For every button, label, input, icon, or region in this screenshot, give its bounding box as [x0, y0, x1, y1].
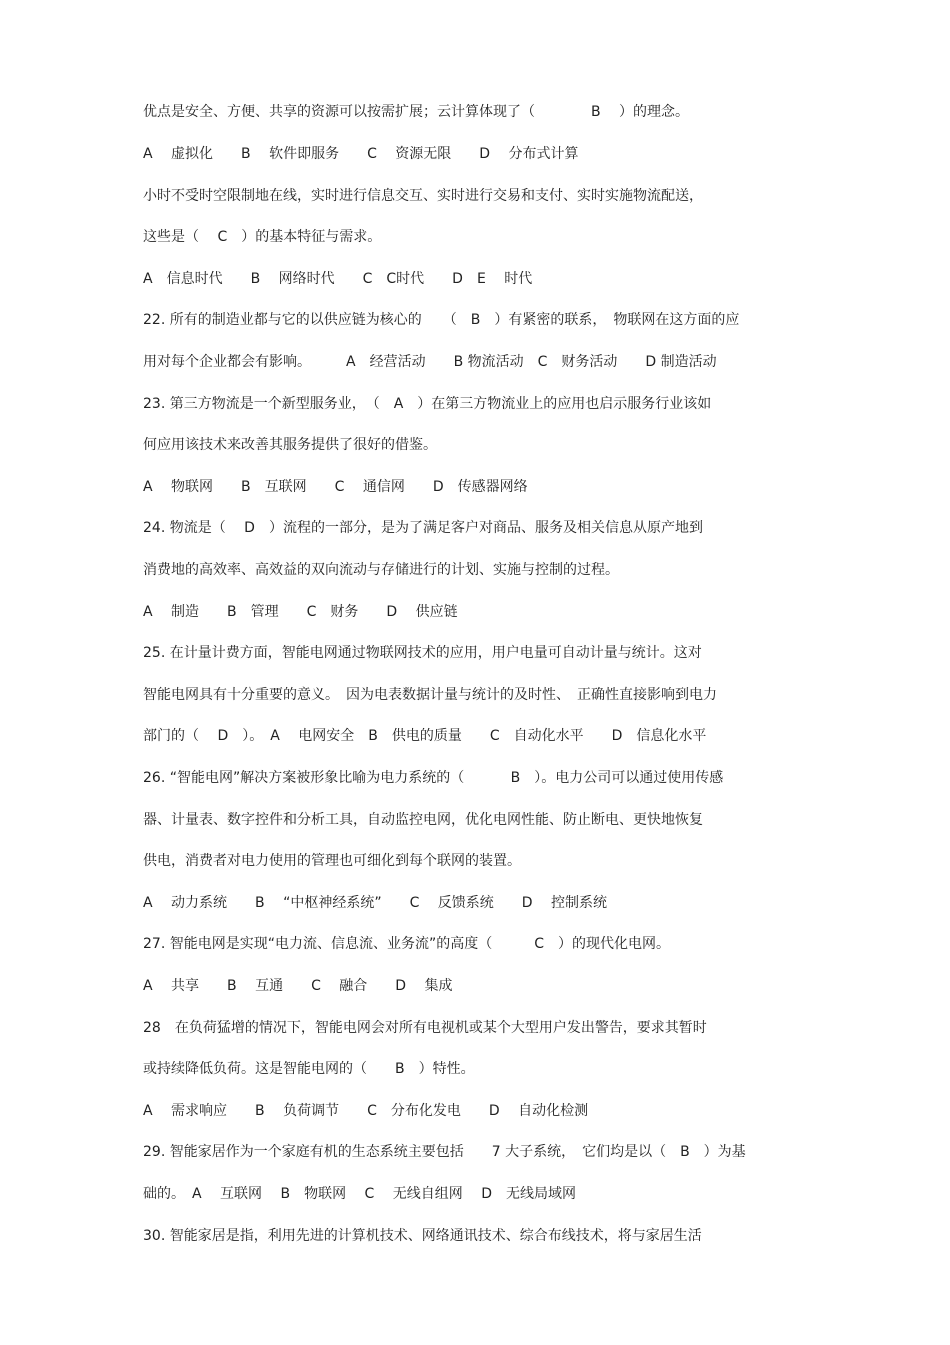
- text-line: 优点是安全、方便、共享的资源可以按需扩展；云计算体现了（ B ）的理念。: [143, 104, 690, 120]
- text-line: 或持续降低负荷。这是智能电网的（ B ）特性。: [143, 1061, 475, 1077]
- text-line: 30. 智能家居是指，利用先进的计算机技术、网络通讯技术、综合布线技术，将与家居生活: [143, 1228, 702, 1244]
- text-line: A 虚拟化 B 软件即服务 C 资源无限 D 分布式计算: [143, 146, 579, 162]
- text-line: A 制造 B 管理 C 财务 D 供应链: [143, 604, 458, 620]
- text-line: A 物联网 B 互联网 C 通信网 D 传感器网络: [143, 479, 528, 495]
- text-line: 28 在负荷猛增的情况下，智能电网会对所有电视机或某个大型用户发出警告，要求其暂时: [143, 1020, 707, 1036]
- text-line: 29. 智能家居作为一个家庭有机的生态系统主要包括 7 大子系统， 它们均是以（ B ）为基: [143, 1144, 746, 1160]
- text-line: 何应用该技术来改善其服务提供了很好的借鉴。: [143, 437, 437, 453]
- text-line: 器、计量表、数字控件和分析工具，自动监控电网，优化电网性能、防止断电、更快地恢复: [143, 812, 703, 828]
- text-line: 24. 物流是（ D ）流程的一部分，是为了满足客户对商品、服务及相关信息从原产地到: [143, 520, 703, 536]
- text-line: 消费地的高效率、高效益的双向流动与存储进行的计划、实施与控制的过程。: [143, 562, 619, 578]
- text-line: A 需求响应 B 负荷调节 C 分布化发电 D 自动化检测: [143, 1103, 589, 1119]
- text-line: 用对每个企业都会有影响。 A 经营活动 B 物流活动 C 财务活动 D 制造活动: [143, 354, 717, 370]
- text-line: 础的。 A 互联网 B 物联网 C 无线自组网 D 无线局域网: [143, 1186, 576, 1202]
- text-line: A 动力系统 B “中枢神经系统” C 反馈系统 D 控制系统: [143, 895, 608, 911]
- text-line: 27. 智能电网是实现“电力流、信息流、业务流”的高度（ C ）的现代化电网。: [143, 936, 670, 952]
- text-line: 这些是（ C ）的基本特征与需求。: [143, 229, 382, 245]
- text-line: 26. “智能电网”解决方案被形象比喻为电力系统的（ B ）。电力公司可以通过使用传感: [143, 770, 724, 786]
- text-line: 小时不受时空限制地在线，实时进行信息交互、实时进行交易和支付、实时实施物流配送，: [143, 188, 703, 204]
- text-line: 23. 第三方物流是一个新型服务业， （ A ）在第三方物流业上的应用也启示服务行业该如: [143, 396, 712, 412]
- text-line: 25. 在计量计费方面，智能电网通过物联网技术的应用，用户电量可自动计量与统计。这对: [143, 645, 702, 661]
- text-line: A 共享 B 互通 C 融合 D 集成: [143, 978, 453, 994]
- text-line: 供电，消费者对电力使用的管理也可细化到每个联网的装置。: [143, 853, 521, 869]
- text-line: 22. 所有的制造业都与它的以供应链为核心的 （ B ）有紧密的联系， 物联网在这方面的应: [143, 312, 740, 328]
- text-line: A 信息时代 B 网络时代 C C时代 D E 时代: [143, 271, 533, 287]
- text-line: 智能电网具有十分重要的意义。 因为电表数据计量与统计的及时性、 正确性直接影响到电力: [143, 687, 717, 703]
- text-line: 部门的（ D ）。 A 电网安全 B 供电的质量 C 自动化水平 D 信息化水平: [143, 728, 707, 744]
